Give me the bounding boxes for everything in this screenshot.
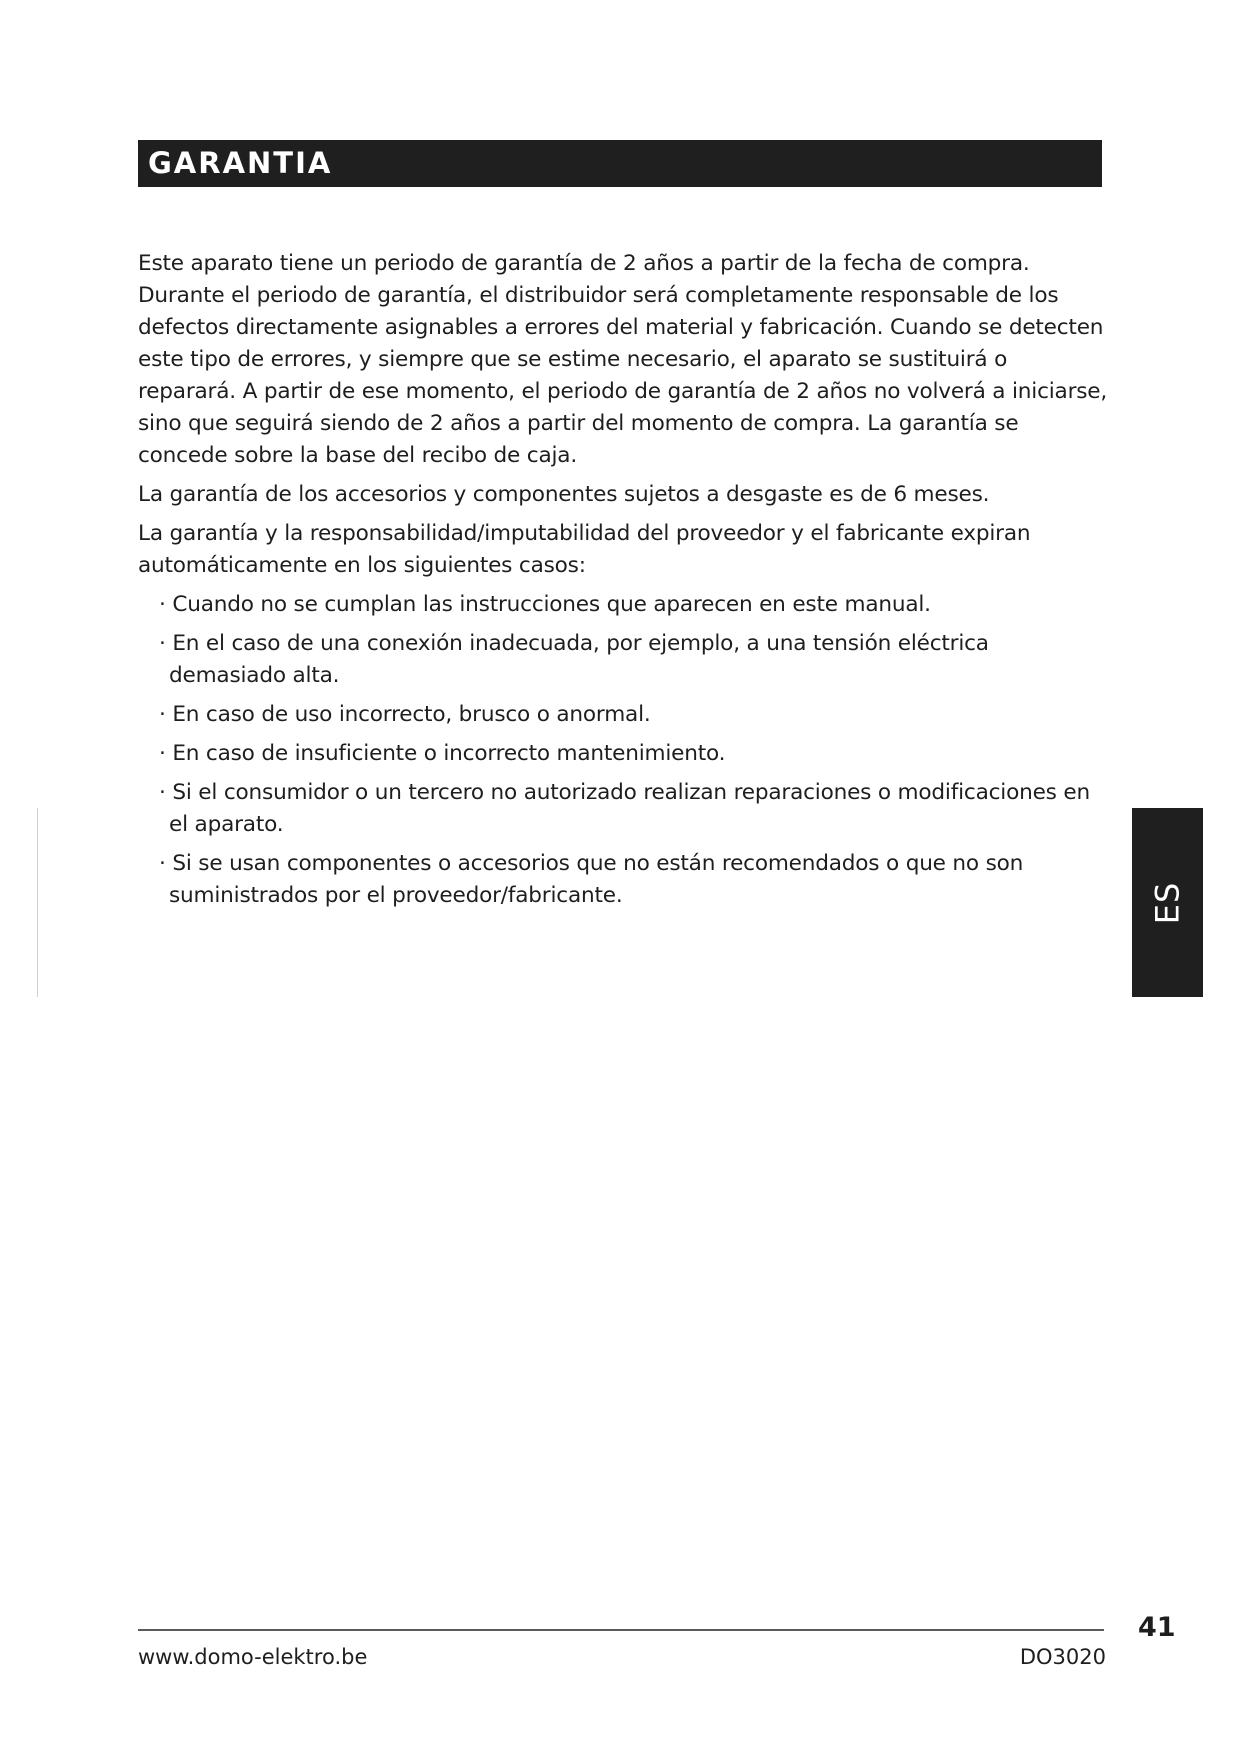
language-tab <box>1132 808 1203 997</box>
paragraph-warranty-period: Este aparato tiene un periodo de garantía de 2 años a partir de la fecha de compra. Durante el periodo de garantía, el distribuidor será completamente responsable de los defectos directamente asignables a errores del material y fabricación. Cuando se detecten este tipo de errores, y siempre que se estime necesario, el aparato se sustituirá o reparará. A partir de ese momento, el periodo de garantía de 2 años no volverá a iniciarse, sino que seguirá siendo de 2 años a partir del momento de compra. La garantía se concede sobre la base del recibo de caja. <box>138 251 1108 468</box>
footer-divider <box>138 1629 1104 1631</box>
section-header-bar <box>138 140 1102 187</box>
warranty-content <box>138 248 1108 919</box>
list-item: · Si el consumidor o un tercero no autorizado realizan reparaciones o modificaciones en el aparato. <box>138 777 1108 841</box>
list-item: · En caso de uso incorrecto, brusco o anormal. <box>138 699 1108 731</box>
list-item: · En caso de insuficiente o incorrecto mantenimiento. <box>138 738 1108 770</box>
paragraph-accessories-warranty: La garantía de los accesorios y componentes sujetos a desgaste es de 6 meses. <box>138 482 990 507</box>
expiry-cases-list <box>138 589 1108 912</box>
footer-website: www.domo-elektro.be <box>138 1645 368 1669</box>
list-item: · Cuando no se cumplan las instrucciones que aparecen en este manual. <box>138 589 1108 621</box>
section-title: GARANTIA <box>148 146 333 180</box>
left-margin-rule <box>37 808 38 997</box>
footer-model-number: DO3020 <box>1019 1645 1106 1669</box>
list-item: · Si se usan componentes o accesorios que no están recomendados o que no son suministrados por el proveedor/fabricante. <box>138 848 1108 912</box>
page-number: 41 <box>1138 1612 1176 1643</box>
list-item: · En el caso de una conexión inadecuada, por ejemplo, a una tensión eléctrica demasiado alta. <box>138 628 1108 692</box>
paragraph-expiry-cases: La garantía y la responsabilidad/imputabilidad del proveedor y el fabricante expiran automáticamente en los siguientes casos: <box>138 521 1031 578</box>
language-tab-label: ES <box>1148 881 1187 924</box>
